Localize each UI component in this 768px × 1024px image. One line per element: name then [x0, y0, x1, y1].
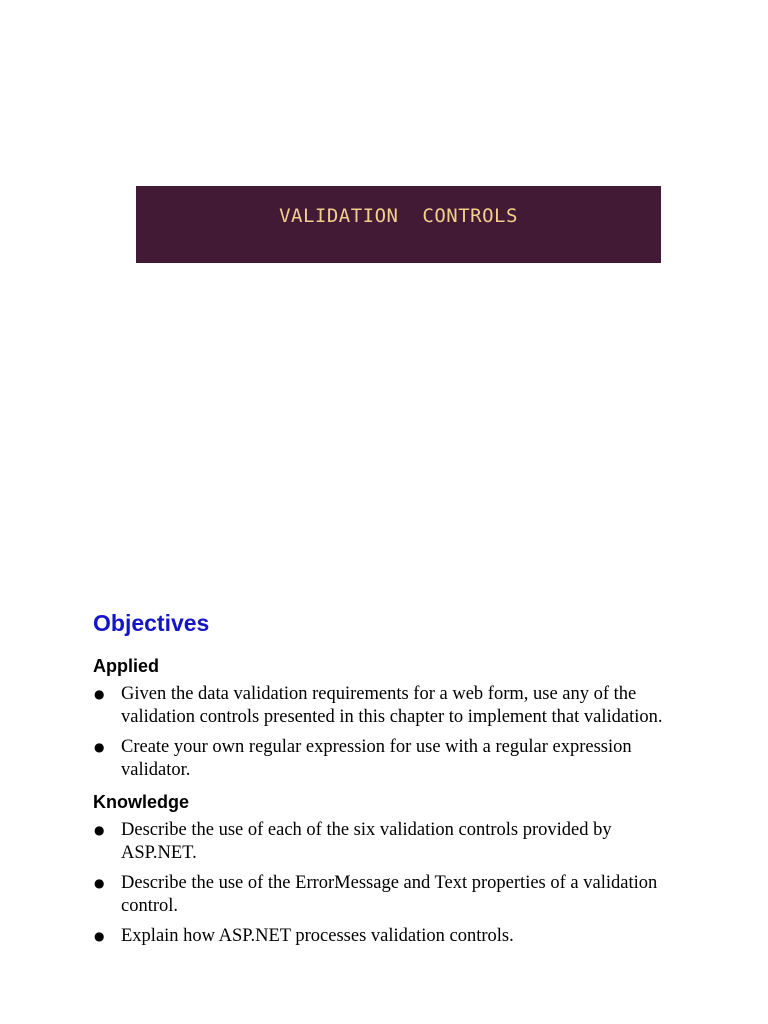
bullet-icon: ● — [94, 823, 105, 837]
list-item — [93, 819, 663, 865]
bullet-icon: ● — [94, 687, 105, 701]
objectives-heading: Objectives — [93, 610, 210, 636]
applied-objectives-list — [93, 683, 663, 782]
knowledge-objectives-list — [93, 819, 663, 948]
objective-text: Given the data validation requirements for a web form, use any of the validation controls presented in this chapter to implement that validation. — [121, 684, 663, 727]
bullet-icon: ● — [94, 929, 105, 943]
objective-text: Describe the use of each of the six validation controls provided by ASP.NET. — [121, 820, 612, 863]
list-item — [93, 925, 663, 948]
bullet-icon: ● — [94, 740, 105, 754]
title-banner — [136, 186, 661, 263]
objective-text: Describe the use of the ErrorMessage and Text properties of a validation control. — [121, 873, 658, 916]
objective-text: Create your own regular expression for use with a regular expression validator. — [121, 737, 632, 780]
section-heading-applied: Applied — [93, 656, 159, 676]
list-item — [93, 872, 663, 918]
bullet-icon: ● — [94, 876, 105, 890]
objectives-section — [93, 604, 663, 956]
objective-text: Explain how ASP.NET processes validation controls. — [121, 926, 514, 946]
list-item — [93, 683, 663, 729]
section-heading-knowledge: Knowledge — [93, 792, 190, 812]
chapter-title: VALIDATION CONTROLS — [279, 205, 518, 227]
list-item — [93, 736, 663, 782]
